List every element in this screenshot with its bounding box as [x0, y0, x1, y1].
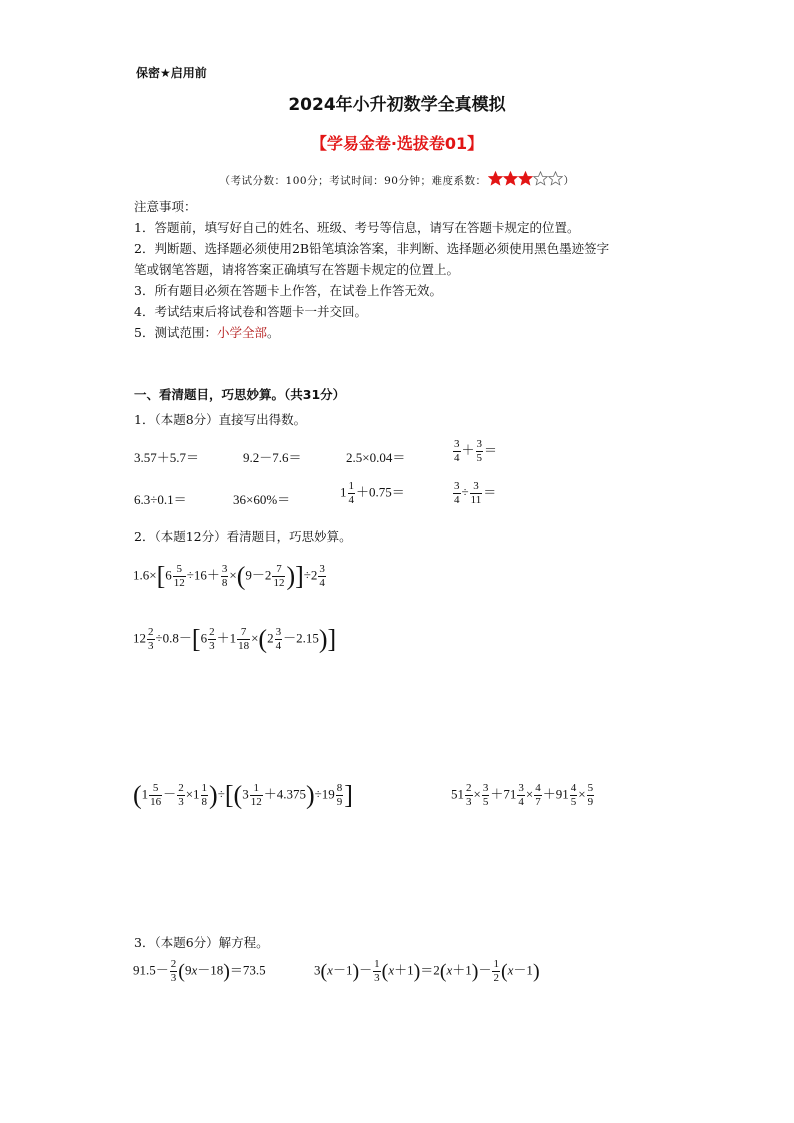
q1-expr-2: 9.2－7.6＝ [243, 450, 302, 465]
notice-item-3: 3．所有题目必须在答题卡上作答，在试卷上作答无效。 [134, 283, 442, 298]
star-filled-icon [488, 171, 503, 186]
q1-expr-4: $\frac{3}{4}$ ＋ $\frac{3}{5}$ ＝ [454, 438, 498, 464]
difficulty-stars [488, 171, 563, 189]
question-2-stem: 2．（本题12分）看清题目，巧思妙算。 [134, 529, 352, 544]
star-filled-icon [518, 171, 533, 186]
question-3-stem: 3．（本题6分）解方程。 [134, 935, 269, 950]
test-scope: 小学全部 [216, 325, 267, 340]
notice-item-5 [134, 322, 280, 343]
page-title: 2024年小升初数学全真模拟 [288, 95, 506, 115]
notice-item-5-prefix: 5．测试范围： [134, 325, 217, 340]
q2-formula-2: 12 $\frac{2}{3}$ ÷0.8－[6 $\frac{2}{3}$ ＋1 $\frac{7}{18}$ ×(2 $\frac{3}{4}$ －2.15)] [133, 624, 337, 654]
question-1-stem: 1．（本题8分）直接写出得数。 [134, 412, 307, 427]
confidential-label: 保密★启用前 [136, 66, 207, 80]
star-empty-icon [548, 171, 563, 186]
q2-formula-4: 51 $\frac{2}{3}$ × $\frac{3}{5}$ ＋71 $\frac{3}{4}$ × $\frac{4}{7}$ ＋91 $\frac{4}{5}$ × $\frac{5}{9}$ [451, 782, 594, 808]
q3-equation-2: 3(x－1)－ $\frac{1}{3}$ (x＋1)＝2(x＋1)－ $\frac{1}{2}$ (x－1) [314, 958, 540, 984]
notice-item-2a: 2．判断题、选择题必须使用2B铅笔填涂答案，非判断、选择题必须使用黑色墨迹签字 [134, 241, 610, 256]
q3-equation-1: 91.5－ $\frac{2}{3}$ (9x－18)＝73.5 [133, 958, 266, 984]
q2-formula-3: (1 $\frac{5}{16}$ － $\frac{2}{3}$ ×1 $\frac{1}{8}$ )÷[(3 $\frac{1}{12}$ ＋4.375)÷19 $\frac{8}{9}$ ] [133, 780, 353, 810]
paper-subtitle: 【学易金卷·选拔卷01】 [310, 134, 484, 153]
fraction: $\frac{1}{4}$ [348, 480, 354, 506]
notice-item-4: 4．考试结束后将试卷和答题卡一并交回。 [134, 304, 367, 319]
section-1-title: 一、看清题目，巧思妙算。（共31分） [134, 387, 346, 402]
q1-expr-5: 6.3÷0.1＝ [134, 492, 187, 507]
exam-info-text: （考试分数：100分；考试时间：90分钟；难度系数： [219, 175, 487, 187]
fraction: $\frac{3}{11}$ [470, 480, 482, 506]
fraction: $\frac{3}{4}$ [454, 480, 460, 506]
q1-expr-3: 2.5×0.04＝ [346, 450, 406, 465]
notice-item-1: 1．答题前，填写好自己的姓名、班级、考号等信息，请写在答题卡规定的位置。 [134, 220, 580, 235]
exam-info-end: ） [563, 175, 575, 187]
q1-expr-8: $\frac{3}{4}$ ÷ $\frac{3}{11}$ ＝ [454, 480, 497, 506]
notice-item-2b: 笔或钢笔答题，请将答案正确填写在答题卡规定的位置上。 [134, 262, 460, 277]
exam-info [0, 171, 794, 189]
q1-expr-7: 1 $\frac{1}{4}$ ＋0.75＝ [340, 480, 405, 506]
fraction: $\frac{3}{4}$ [454, 438, 460, 464]
star-filled-icon [503, 171, 518, 186]
notice-heading: 注意事项： [134, 199, 197, 214]
star-empty-icon [533, 171, 548, 186]
q1-expr-6: 36×60%＝ [233, 492, 291, 507]
fraction: $\frac{3}{5}$ [476, 438, 483, 464]
q1-expr-1: 3.57＋5.7＝ [134, 450, 200, 465]
q2-formula-1: 1.6×[6 $\frac{5}{12}$ ÷16＋ $\frac{3}{8}$ ×(9－2 $\frac{7}{12}$ )]÷2 $\frac{3}{4}$ [133, 561, 325, 591]
notice-item-5-suffix: 。 [266, 325, 280, 340]
